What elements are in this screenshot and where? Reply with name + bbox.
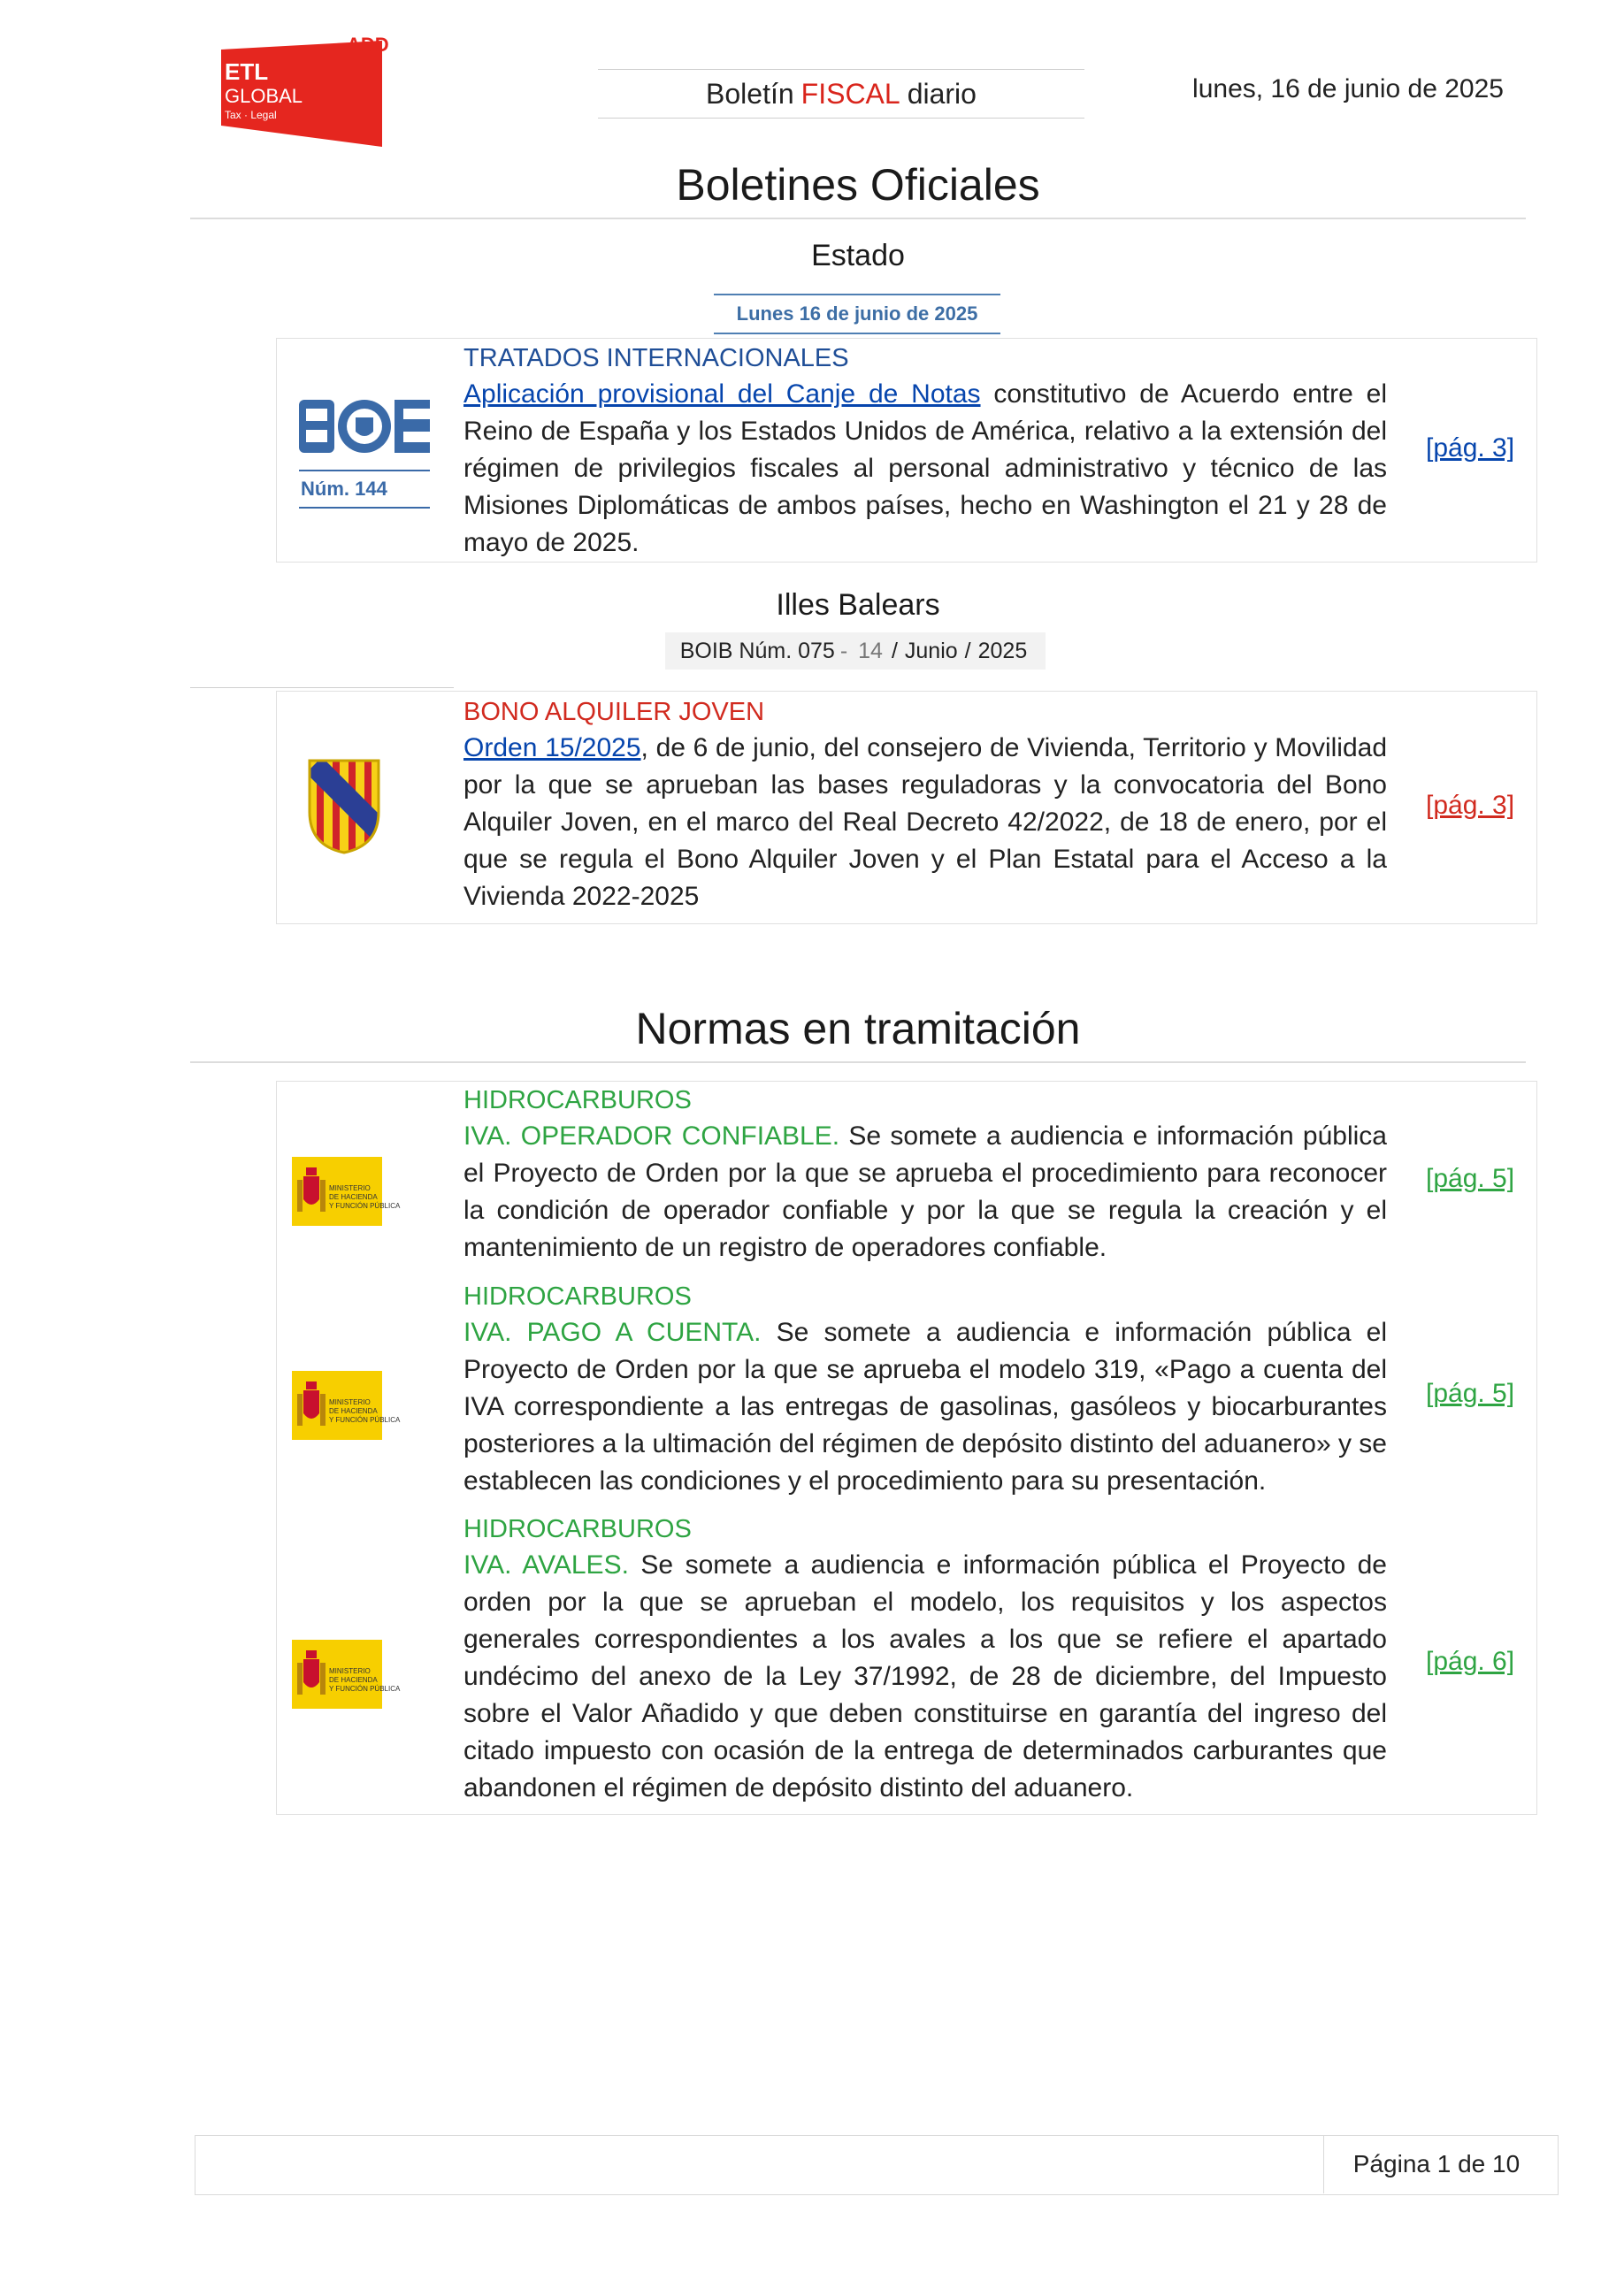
normas-item-1-text [463,1118,1387,1267]
normas-item-2-lead: IVA. PAGO A CUENTA. [463,1318,762,1347]
subsection-title-baleares: Illes Balears [776,588,940,622]
section-title-boletines: Boletines Oficiales [676,160,1040,210]
normas-item-3-body: Se somete a audiencia e información pública el Proyecto de orden por la que se aprueban el modelo, los requisitos y los aspectos generales correspondientes a los avales a los que se refiere el apartado undécimo del anexo de la Ley 37/1992, de 28 de diciembre, del Impuesto sobre el Valor Añadido y que deben constituirse en garantía del ingreso del citado impuesto con ocasión de la entrega de determinados carburantes que abandonen el régimen de depósito distinto del aduanero. [463,1550,1387,1802]
normas-item-1-body: Se somete a audiencia e información pública el Proyecto de Orden por la que se aprueba el procedimiento para reconocer la condición de operador confiable y por la que se regula la creación y el mantenimiento de un registro de operadores confiable. [463,1121,1387,1262]
svg-text:MINISTERIO: MINISTERIO [329,1184,371,1192]
logo-subtext: Tax · Legal [225,109,277,121]
estado-entry-link[interactable]: Aplicación provisional del Canje de Notas [463,379,981,409]
baleares-category: BONO ALQUILER JOVEN [463,698,765,726]
normas-item-1-page-link[interactable]: [pág. 5] [1426,1164,1515,1193]
baleares-entry-text [463,730,1387,915]
baleares-page-link[interactable]: [pág. 3] [1426,791,1515,820]
svg-text:Y FUNCIÓN PÚBLICA: Y FUNCIÓN PÚBLICA [329,1416,401,1424]
estado-page-link[interactable]: [pág. 3] [1426,433,1515,463]
svg-text:Y FUNCIÓN PÚBLICA: Y FUNCIÓN PÚBLICA [329,1685,401,1693]
boib-month: Junio [904,638,958,663]
svg-text:DE HACIENDA: DE HACIENDA [329,1407,378,1415]
boib-separator: - [839,638,848,663]
bulletin-title-suffix: diario [907,77,977,110]
estado-entry-body: constitutivo de Acuerdo entre el Reino de España y los Estados Unidos de América, relativo a la extensión del régimen de privilegios fiscales al personal administrativo y técnico de las Misiones Diplomáticas de ambos países, hecho en Washington el 21 y 28 de mayo de 2025. [463,379,1387,557]
page-number: Página 1 de 10 [1352,2150,1521,2177]
svg-text:ETL: ETL [225,58,269,85]
svg-text:DE HACIENDA: DE HACIENDA [329,1676,378,1684]
normas-item-2-category: HIDROCARBUROS [463,1282,692,1311]
normas-item-3-text [463,1547,1387,1807]
baleares-entry-link[interactable]: Orden 15/2025 [463,733,641,762]
section-divider [190,1061,1526,1063]
normas-item-3-lead: IVA. AVALES. [463,1550,629,1580]
svg-text:GLOBAL: GLOBAL [225,85,303,107]
boib-label [665,632,1046,670]
footer-divider [1323,2135,1324,2193]
ministry-logo-icon [292,1371,401,1440]
boe-number: Núm. 144 [301,478,387,500]
logo-tag: ADD [347,34,389,56]
baleares-entry-body: , de 6 de junio, del consejero de Vivienda, Territorio y Movilidad por la que se aprueban las bases reguladoras y la convocatoria del Bono Alquiler Joven, en el marco del Real Decreto 42/2022, de 18 de enero, por el que se regula el Bono Alquiler Joven y el Plan Estatal para el Acceso a la Vivienda 2022-2025 [463,733,1387,911]
bulletin-title [598,69,1084,119]
boib-slash-2: / [964,638,971,663]
boe-logo [299,396,430,511]
svg-text:Y FUNCIÓN PÚBLICA: Y FUNCIÓN PÚBLICA [329,1202,401,1210]
section-title-normas: Normas en tramitación [635,1004,1081,1053]
boib-slash-1: / [891,638,898,663]
header-date: lunes, 16 de junio de 2025 [1192,74,1504,103]
bulletin-title-prefix: Boletín [706,77,794,110]
ministry-logo-icon [292,1640,401,1709]
normas-item-2-text [463,1314,1387,1500]
boib-divider [190,687,454,688]
svg-text:DE HACIENDA: DE HACIENDA [329,1193,378,1201]
normas-item-1-lead: IVA. OPERADOR CONFIABLE. [463,1121,840,1151]
normas-item-3-category: HIDROCARBUROS [463,1515,692,1543]
boib-year: 2025 [977,638,1028,663]
svg-text:MINISTERIO: MINISTERIO [329,1398,371,1406]
estado-date-label: Lunes 16 de junio de 2025 [714,294,1000,334]
bulletin-title-accent: FISCAL [801,77,900,110]
normas-item-1-category: HIDROCARBUROS [463,1086,692,1114]
subsection-title-estado: Estado [811,239,905,272]
svg-text:MINISTERIO: MINISTERIO [329,1667,371,1675]
etl-global-logo [205,34,389,147]
normas-item-3-page-link[interactable]: [pág. 6] [1426,1647,1515,1676]
section-divider [190,218,1526,219]
estado-entry-text [463,376,1387,562]
normas-item-2-page-link[interactable]: [pág. 5] [1426,1379,1515,1408]
normas-item-2-body: Se somete a audiencia e información pública el Proyecto de Orden por la que se aprueba el modelo 319, «Pago a cuenta del IVA correspondiente a las entregas de gasolinas, gasóleos y biocarburantes posteriores a la ultimación del régimen de depósito distinto del aduanero» y se establecen las condiciones y el procedimiento para su presentación. [463,1318,1388,1496]
ministry-logo-icon [292,1157,401,1226]
estado-category: TRATADOS INTERNACIONALES [463,344,849,372]
boib-day: 14 [858,638,883,663]
baleares-coat-of-arms-icon [306,757,382,856]
boib-number: BOIB Núm. 075 [679,638,835,663]
